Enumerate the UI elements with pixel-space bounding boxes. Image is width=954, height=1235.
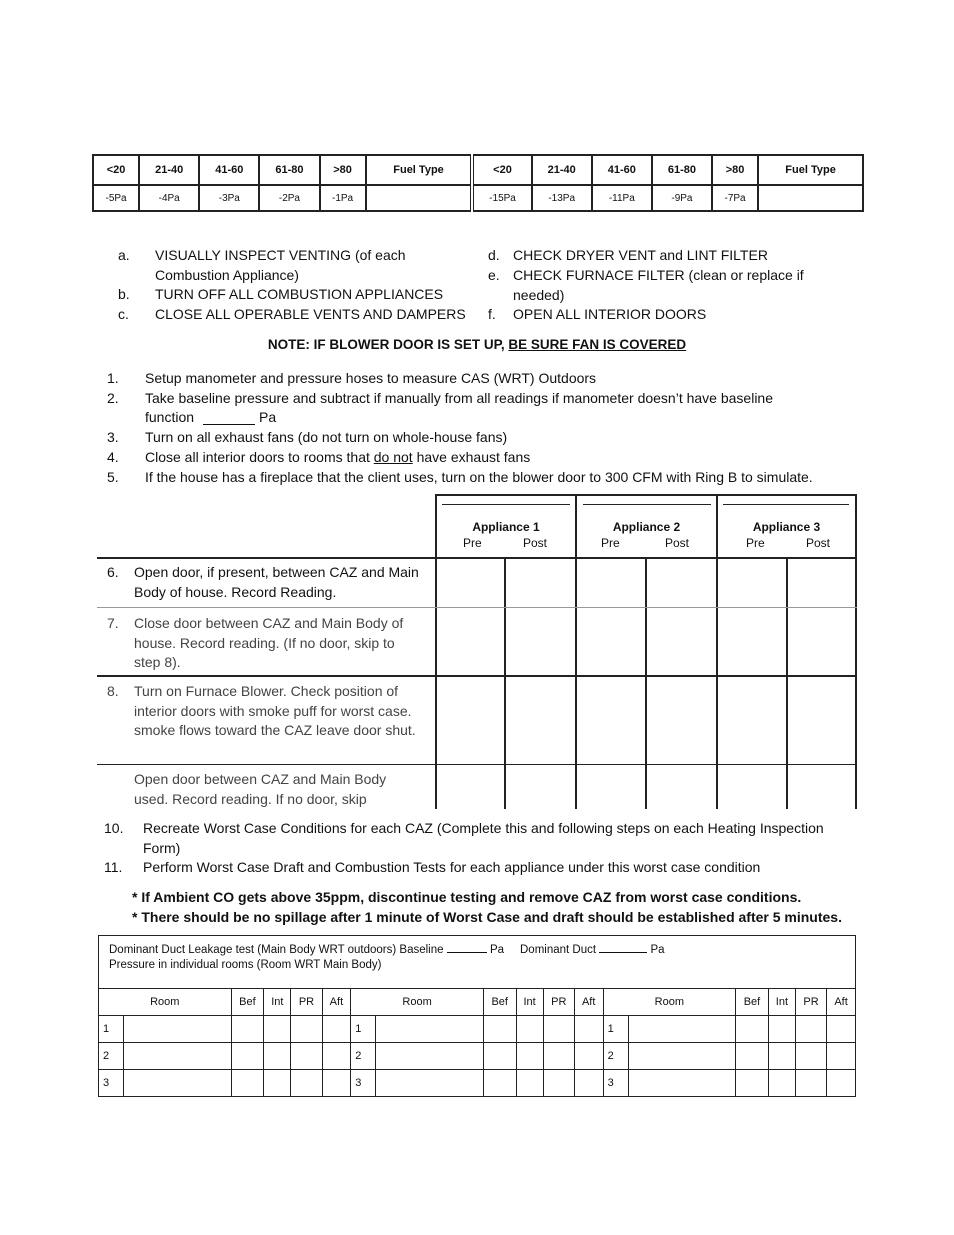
- bef-header: Bef: [483, 989, 516, 1016]
- room-field[interactable]: [124, 1043, 232, 1070]
- int-field[interactable]: [516, 1016, 543, 1043]
- int-field[interactable]: [516, 1043, 543, 1070]
- pressure-header: 41-60: [199, 155, 259, 185]
- aft-field[interactable]: [322, 1070, 351, 1097]
- pressure-value: -7Pa: [712, 185, 758, 211]
- pressure-header: 61-80: [259, 155, 319, 185]
- step-11: Perform Worst Case Draft and Combustion Tests for each appliance under this worst case condition: [143, 859, 761, 875]
- pr-field[interactable]: [543, 1043, 574, 1070]
- room-field[interactable]: [376, 1070, 484, 1097]
- step-2-function: function: [145, 409, 195, 425]
- aft-field[interactable]: [574, 1043, 603, 1070]
- duct-leakage-table: [98, 935, 856, 1097]
- appliance-table: [97, 494, 859, 809]
- prep-item-a: VISUALLY INSPECT VENTING (of each Combustion Appliance): [155, 247, 406, 283]
- appliance-2-header: [577, 520, 716, 550]
- room-field[interactable]: [628, 1016, 736, 1043]
- warning-co: * If Ambient CO gets above 35ppm, discontinue testing and remove CAZ from worst case conditions.: [132, 889, 802, 905]
- step-10: Recreate Worst Case Conditions for each CAZ (Complete this and following steps on each Heating Inspection Form): [143, 820, 824, 856]
- post-label: Post: [523, 536, 548, 550]
- row-number: 1: [99, 1016, 124, 1043]
- pressure-value: -4Pa: [139, 185, 199, 211]
- step-4-b: have exhaust fans: [416, 449, 531, 465]
- fuel-type-field[interactable]: [366, 185, 473, 211]
- post-label: Post: [665, 536, 690, 550]
- row-number: 3: [99, 1070, 124, 1097]
- baseline-blank[interactable]: [203, 424, 255, 425]
- step-1: Setup manometer and pressure hoses to measure CAS (WRT) Outdoors: [145, 370, 597, 386]
- room-header: Room: [99, 989, 232, 1016]
- pressure-header: 61-80: [652, 155, 712, 185]
- pressure-value: -2Pa: [259, 185, 319, 211]
- room-field[interactable]: [628, 1070, 736, 1097]
- bef-field[interactable]: [736, 1016, 769, 1043]
- pr-field[interactable]: [291, 1016, 322, 1043]
- aft-field[interactable]: [574, 1016, 603, 1043]
- bef-header: Bef: [231, 989, 264, 1016]
- pressure-value-row: [93, 185, 863, 211]
- step-2: Take baseline pressure and subtract if manually from all readings if manometer doesn’t have baseline: [145, 390, 774, 406]
- step-number: 6.: [107, 564, 119, 580]
- bef-field[interactable]: [736, 1070, 769, 1097]
- duct-baseline-unit: Pa: [489, 944, 505, 956]
- row-number: 2: [99, 1043, 124, 1070]
- step-5: If the house has a fireplace that the client uses, turn on the blower door to 300 CFM with Ring B to simulate.: [145, 469, 813, 485]
- aft-header: Aft: [827, 989, 856, 1016]
- int-field[interactable]: [768, 1043, 795, 1070]
- int-header: Int: [516, 989, 543, 1016]
- duct-title-cell: [99, 936, 856, 989]
- int-field[interactable]: [264, 1043, 291, 1070]
- room-field[interactable]: [376, 1016, 484, 1043]
- prep-letter-c: c.: [118, 306, 129, 322]
- row-number: 2: [351, 1043, 376, 1070]
- step-9: Open door between CAZ and Main Body used. Record reading. If no door, skip: [134, 771, 387, 807]
- note-underlined: BE SURE FAN IS COVERED: [508, 337, 687, 352]
- step-7: Close door between CAZ and Main Body of house. Record reading. (If no door, skip to step 8).: [134, 615, 404, 670]
- pressure-value: -13Pa: [532, 185, 592, 211]
- duct-subtitle: Pressure in individual rooms (Room WRT Main Body): [109, 959, 382, 971]
- int-field[interactable]: [264, 1070, 291, 1097]
- row-number: 2: [603, 1043, 628, 1070]
- row-number: 3: [351, 1070, 376, 1097]
- room-header: Room: [603, 989, 736, 1016]
- step-number: 10.: [104, 820, 124, 836]
- step-number: 7.: [107, 615, 119, 631]
- table-row: [99, 1043, 856, 1070]
- bef-header: Bef: [736, 989, 769, 1016]
- duct-baseline-blank[interactable]: [447, 942, 487, 953]
- step-8: Turn on Furnace Blower. Check position of interior doors with smoke puff for worst case. smoke flows toward the CAZ leave door shut.: [134, 683, 416, 738]
- pr-field[interactable]: [543, 1070, 574, 1097]
- pressure-table: [92, 154, 864, 212]
- dominant-duct-label: Dominant Duct: [520, 944, 597, 956]
- prep-letter-e: e.: [488, 267, 500, 283]
- appliance-1-header: [437, 520, 575, 550]
- pressure-header: 41-60: [592, 155, 652, 185]
- prep-item-f: OPEN ALL INTERIOR DOORS: [513, 306, 707, 322]
- duct-header-row: [99, 989, 856, 1016]
- row-number: 3: [603, 1070, 628, 1097]
- step-4: [145, 448, 530, 468]
- post-label: Post: [806, 536, 831, 550]
- pressure-header: 21-40: [532, 155, 592, 185]
- room-header: Room: [351, 989, 484, 1016]
- table-row: [99, 1070, 856, 1097]
- pr-field[interactable]: [543, 1016, 574, 1043]
- step-6: Open door, if present, between CAZ and Main Body of house. Record Reading.: [134, 564, 419, 600]
- dominant-duct-unit: Pa: [650, 944, 665, 956]
- appliance-2-name: Appliance 2: [612, 520, 681, 534]
- step-3: Turn on all exhaust fans (do not turn on whole-house fans): [145, 429, 508, 445]
- room-field[interactable]: [124, 1016, 232, 1043]
- pressure-value: -1Pa: [320, 185, 366, 211]
- pr-header: PR: [291, 989, 322, 1016]
- step-number: 3.: [107, 429, 119, 445]
- int-header: Int: [768, 989, 795, 1016]
- prep-item-e: CHECK FURNACE FILTER (clean or replace if needed): [513, 267, 804, 303]
- pressure-header: <20: [472, 155, 531, 185]
- pressure-header-row: [93, 155, 863, 185]
- row-number: 1: [351, 1016, 376, 1043]
- pr-field[interactable]: [796, 1016, 827, 1043]
- pressure-value: -15Pa: [472, 185, 531, 211]
- pressure-value: -3Pa: [199, 185, 259, 211]
- fuel-type-field[interactable]: [758, 185, 863, 211]
- int-field[interactable]: [516, 1070, 543, 1097]
- pr-field[interactable]: [291, 1070, 322, 1097]
- bef-field[interactable]: [483, 1043, 516, 1070]
- bef-field[interactable]: [231, 1043, 264, 1070]
- step-4-a: Close all interior doors to rooms that: [145, 449, 370, 465]
- step-number: 2.: [107, 390, 119, 406]
- appliance-3-name: Appliance 3: [752, 520, 821, 534]
- prep-item-b: TURN OFF ALL COMBUSTION APPLIANCES: [155, 286, 444, 302]
- pressure-value: -11Pa: [592, 185, 652, 211]
- aft-field[interactable]: [827, 1043, 856, 1070]
- step-number: 5.: [107, 469, 119, 485]
- pressure-header: >80: [320, 155, 366, 185]
- aft-field[interactable]: [827, 1016, 856, 1043]
- room-field[interactable]: [124, 1070, 232, 1097]
- aft-header: Aft: [574, 989, 603, 1016]
- note-prefix: NOTE: IF BLOWER DOOR IS SET UP,: [267, 337, 505, 352]
- room-field[interactable]: [376, 1043, 484, 1070]
- aft-field[interactable]: [827, 1070, 856, 1097]
- step-number: 4.: [107, 449, 119, 465]
- step-number: 1.: [107, 370, 119, 386]
- int-header: Int: [264, 989, 291, 1016]
- bef-field[interactable]: [483, 1016, 516, 1043]
- aft-header: Aft: [322, 989, 351, 1016]
- aft-field[interactable]: [574, 1070, 603, 1097]
- bef-field[interactable]: [231, 1016, 264, 1043]
- pressure-value: -9Pa: [652, 185, 712, 211]
- row-number: 1: [603, 1016, 628, 1043]
- table-row: [99, 1016, 856, 1043]
- pr-header: PR: [543, 989, 574, 1016]
- aft-field[interactable]: [322, 1043, 351, 1070]
- warning-spillage: * There should be no spillage after 1 minute of Worst Case and draft should be established after 5 minutes.: [132, 909, 842, 925]
- bef-field[interactable]: [483, 1070, 516, 1097]
- appliance-3-header: [718, 520, 855, 550]
- pressure-header: 21-40: [139, 155, 199, 185]
- aft-field[interactable]: [322, 1016, 351, 1043]
- dominant-duct-blank[interactable]: [599, 942, 647, 953]
- pressure-header: Fuel Type: [366, 155, 473, 185]
- pr-header: PR: [796, 989, 827, 1016]
- prep-letter-b: b.: [118, 286, 130, 302]
- duct-title: Dominant Duct Leakage test (Main Body WRT outdoors) Baseline: [109, 944, 444, 956]
- pressure-value: -5Pa: [93, 185, 139, 211]
- appliance-1-name: Appliance 1: [472, 520, 540, 534]
- prep-letter-a: a.: [118, 247, 130, 263]
- pr-field[interactable]: [796, 1043, 827, 1070]
- pressure-header: >80: [712, 155, 758, 185]
- step-number: 8.: [107, 683, 119, 699]
- pre-label: Pre: [463, 536, 482, 550]
- pressure-header: <20: [93, 155, 139, 185]
- int-field[interactable]: [264, 1016, 291, 1043]
- step-2-unit: Pa: [259, 409, 277, 425]
- bef-field[interactable]: [736, 1043, 769, 1070]
- pr-field[interactable]: [291, 1043, 322, 1070]
- prep-letter-f: f.: [488, 306, 496, 322]
- int-field[interactable]: [768, 1016, 795, 1043]
- int-field[interactable]: [768, 1070, 795, 1097]
- step-4-underlined: do not: [373, 449, 413, 465]
- bef-field[interactable]: [231, 1070, 264, 1097]
- pr-field[interactable]: [796, 1070, 827, 1097]
- prep-item-c: CLOSE ALL OPERABLE VENTS AND DAMPERS: [155, 306, 466, 322]
- blower-door-note: [0, 337, 954, 352]
- room-field[interactable]: [628, 1043, 736, 1070]
- prep-item-d: CHECK DRYER VENT and LINT FILTER: [513, 247, 768, 263]
- pressure-header: Fuel Type: [758, 155, 863, 185]
- pre-label: Pre: [746, 536, 765, 550]
- prep-letter-d: d.: [488, 247, 500, 263]
- pre-label: Pre: [601, 536, 620, 550]
- step-number: 11.: [104, 859, 123, 875]
